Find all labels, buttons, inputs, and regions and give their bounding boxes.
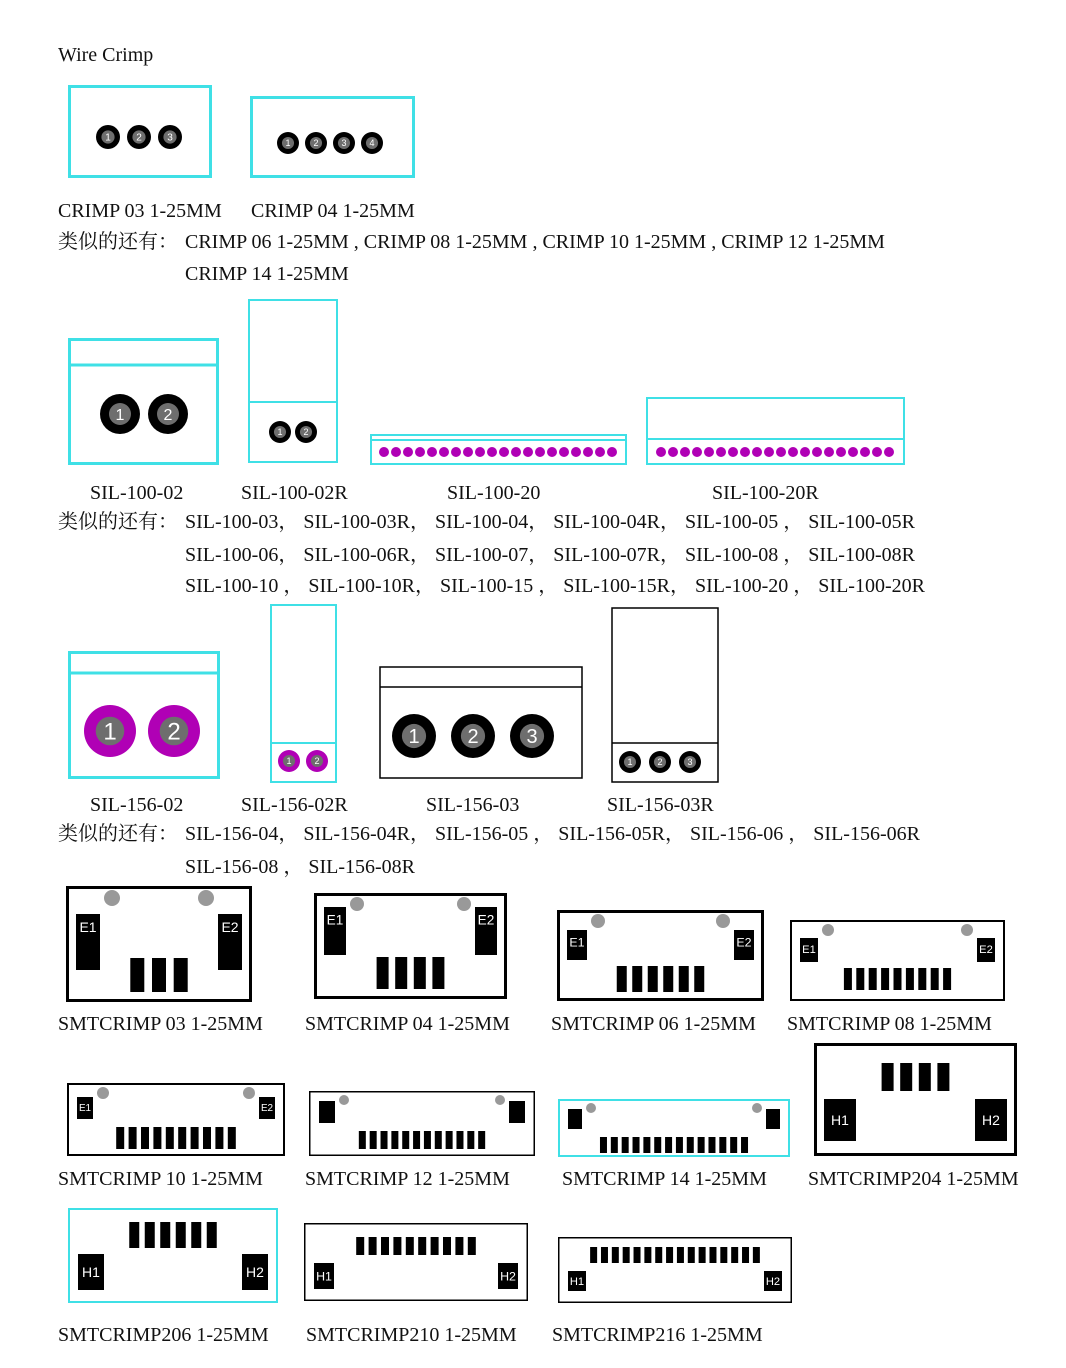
smt-signal-pad [432,957,444,989]
smt-label: SMTCRIMP 08 1-25MM [787,1013,992,1035]
pin-pad [884,447,894,457]
smt-signal-pad [900,1063,912,1091]
smt-side-pad [77,1097,93,1119]
smt-signal-pad [709,1247,716,1263]
smtcrimp-08-footprint [790,920,1005,1001]
svg-text:2: 2 [303,427,309,438]
pin-pad [96,125,120,149]
sil156-similar-line1: SIL-156-04， SIL-156-04R， SIL-156-05 ， SIL-156-05R， SIL-156-06 ， SIL-156-06R [185,823,920,845]
pin-pad [403,447,413,457]
mount-hole [457,897,471,911]
smt-signal-pad [654,1137,661,1153]
pin-pad [848,447,858,457]
pin-pad [788,447,798,457]
smt-signal-pad [687,1137,694,1153]
smt-signal-pad [632,966,642,992]
smtcrimp-14-footprint [558,1099,790,1157]
mount-hole [822,924,834,936]
smt-side-pad [977,938,995,962]
smt-signal-pad [203,1127,211,1149]
smt-side-pad [319,1101,335,1123]
sil100-similar-line3: SIL-100-10 ， SIL-100-10R， SIL-100-15 ， SIL-100-15R， SIL-100-20 ， SIL-100-20R [185,575,925,597]
sil156-label: SIL-156-03 [426,794,520,816]
svg-text:3: 3 [341,138,347,149]
smt-signal-pad [178,1127,186,1149]
smtcrimp-10-footprint [67,1083,285,1156]
pin-pad [392,714,436,758]
smt-signal-pad [600,1137,607,1153]
smt-signal-pad [856,968,864,990]
smt-signal-pad [402,1131,409,1149]
svg-text:1: 1 [277,427,283,438]
smt-signal-pad [698,1137,705,1153]
smt-signal-pad [424,1131,431,1149]
pin-pad [487,447,497,457]
pin-pad [148,705,200,757]
similar-prefix: 类似的还有： [58,231,178,253]
smt-side-pad [567,930,587,960]
smt-signal-pad [431,1237,439,1255]
pin-pad [278,750,300,772]
smt-signal-pad [844,968,852,990]
pin-pad [158,125,182,149]
smt-signal-pad [719,1137,726,1153]
pin-pad [391,447,401,457]
pin-pad [277,132,299,154]
smt-signal-pad [395,957,407,989]
svg-text:2: 2 [314,756,320,767]
smt-signal-pad [677,1247,684,1263]
pin-pad [716,447,726,457]
sil156-similar-line2: SIL-156-08 ， SIL-156-08R [185,856,415,878]
crimp-similar-line1: CRIMP 06 1-25MM , CRIMP 08 1-25MM , CRIMP 10 1-25MM , CRIMP 12 1-25MM [185,231,885,253]
pin-pad [656,447,666,457]
pin-pad [619,751,641,773]
smt-side-pad [242,1254,268,1290]
smt-signal-pad [919,1063,931,1091]
svg-text:E1: E1 [78,1102,92,1114]
pin-pad [836,447,846,457]
smt-signal-pad [381,1131,388,1149]
crimp-similar-line2: CRIMP 14 1-25MM [185,263,349,285]
smt-signal-pad [129,1222,139,1248]
svg-text:1: 1 [105,132,111,144]
smt-signal-pad [699,1247,706,1263]
smt-label: SMTCRIMP204 1-25MM [808,1168,1019,1190]
crimp-04-footprint [250,96,416,180]
smtcrimp-206-footprint [68,1208,278,1303]
smt-label: SMTCRIMP 04 1-25MM [305,1013,510,1035]
mount-hole [198,890,214,906]
pin-pad [692,447,702,457]
smt-signal-pad [381,1237,389,1255]
pin-pad [269,421,291,443]
svg-text:H1: H1 [831,1111,849,1128]
smt-signal-pad [708,1137,715,1153]
smt-side-pad [475,907,497,955]
smt-signal-pad [906,968,914,990]
pin-pad [427,447,437,457]
sil-156-02-footprint [68,651,221,780]
pin-pad [607,447,617,457]
svg-text:E2: E2 [260,1102,274,1114]
smt-label: SMTCRIMP206 1-25MM [58,1324,269,1346]
smt-signal-pad [633,1137,640,1153]
svg-text:3: 3 [167,132,173,144]
smt-signal-pad [446,1131,453,1149]
smt-signal-pad [174,958,188,992]
smt-signal-pad [215,1127,223,1149]
mount-hole [586,1103,596,1113]
smt-signal-pad [356,1237,364,1255]
smt-signal-pad [166,1127,174,1149]
smt-side-pad [324,907,346,955]
smt-signal-pad [153,1127,161,1149]
smtcrimp-204-footprint [814,1043,1017,1156]
smt-side-pad [259,1097,275,1119]
smtcrimp-216-footprint [558,1237,792,1303]
mount-hole [350,897,364,911]
svg-text:2: 2 [313,138,319,149]
sil100-similar-line1: SIL-100-03， SIL-100-03R， SIL-100-04， SIL-100-04R， SIL-100-05 ， SIL-100-05R [185,511,915,533]
smt-side-pad [975,1099,1007,1141]
smt-signal-pad [391,1131,398,1149]
smt-signal-pad [622,1137,629,1153]
pin-pad [728,447,738,457]
pin-pad [595,447,605,457]
smt-signal-pad [881,968,889,990]
smt-signal-pad [720,1247,727,1263]
pin-pad [752,447,762,457]
smt-signal-pad [160,1222,170,1248]
pin-pad [148,394,188,434]
smt-side-pad [498,1263,518,1289]
sil-156-03r-footprint [611,607,720,784]
smtcrimp-210-footprint [304,1223,528,1301]
crimp-label: CRIMP 04 1-25MM [251,200,415,222]
pin-pad [776,447,786,457]
svg-text:1: 1 [115,406,125,424]
pin-pad [463,447,473,457]
smt-signal-pad [467,1131,474,1149]
smt-signal-pad [918,968,926,990]
smt-signal-pad [435,1131,442,1149]
smt-signal-pad [894,968,902,990]
pin-pad [764,447,774,457]
pin-pad [451,447,461,457]
sil100-label: SIL-100-02R [241,482,348,504]
smt-side-pad [314,1263,334,1289]
smt-signal-pad [753,1247,760,1263]
smt-signal-pad [129,1127,137,1149]
svg-text:E2: E2 [979,944,993,957]
pin-pad [84,705,136,757]
sil-156-03-footprint [379,666,584,780]
pin-pad [451,714,495,758]
smt-signal-pad [456,1131,463,1149]
svg-text:4: 4 [369,138,375,149]
similar-prefix: 类似的还有： [58,823,178,845]
smt-label: SMTCRIMP210 1-25MM [306,1324,517,1346]
svg-text:H2: H2 [246,1263,264,1280]
smt-signal-pad [418,1237,426,1255]
svg-text:1: 1 [103,718,117,746]
pin-pad [439,447,449,457]
smt-signal-pad [130,958,144,992]
svg-text:1: 1 [286,756,292,767]
svg-text:H1: H1 [82,1263,100,1280]
pin-pad [361,132,383,154]
sil-100-02r-footprint [248,299,340,465]
sil100-similar-line2: SIL-100-06， SIL-100-06R， SIL-100-07， SIL-100-07R， SIL-100-08 ， SIL-100-08R [185,544,915,566]
pin-pad [872,447,882,457]
pin-pad [475,447,485,457]
mount-hole [591,914,605,928]
smt-side-pad [78,1254,104,1290]
smt-signal-pad [359,1131,366,1149]
pin-pad [559,447,569,457]
smt-signal-pad [393,1237,401,1255]
smt-signal-pad [370,1131,377,1149]
pin-pad [100,394,140,434]
pin-pad [415,447,425,457]
crimp-label: CRIMP 03 1-25MM [58,200,222,222]
smt-side-pad [766,1109,780,1129]
smt-signal-pad [648,966,658,992]
pin-pad [679,751,701,773]
smt-signal-pad [478,1131,485,1149]
pin-pad [812,447,822,457]
sil100-label: SIL-100-20 [447,482,541,504]
smt-signal-pad [643,1137,650,1153]
smt-signal-pad [666,1247,673,1263]
smt-signal-pad [634,1247,641,1263]
smt-side-pad [76,914,100,970]
svg-text:2: 2 [467,726,479,749]
smt-side-pad [568,1109,582,1129]
mount-hole [716,914,730,928]
smt-signal-pad [623,1247,630,1263]
sil-100-02-footprint [68,338,220,466]
pin-pad [523,447,533,457]
sil100-label: SIL-100-02 [90,482,184,504]
smt-signal-pad [377,957,389,989]
smt-signal-pad [655,1247,662,1263]
smt-side-pad [800,938,818,962]
svg-text:H2: H2 [982,1111,1000,1128]
smt-signal-pad [688,1247,695,1263]
pin-pad [306,750,328,772]
smt-signal-pad [176,1222,186,1248]
smtcrimp-12-footprint [309,1091,535,1156]
smt-signal-pad [207,1222,217,1248]
smtcrimp-04-footprint [314,893,507,999]
smt-signal-pad [414,957,426,989]
smt-signal-pad [141,1127,149,1149]
sil156-label: SIL-156-03R [607,794,714,816]
smt-side-pad [218,914,242,970]
smt-label: SMTCRIMP 06 1-25MM [551,1013,756,1035]
sil100-label: SIL-100-20R [712,482,819,504]
svg-text:H2: H2 [765,1275,781,1288]
smt-signal-pad [406,1237,414,1255]
smt-signal-pad [191,1222,201,1248]
svg-text:E1: E1 [326,912,344,928]
svg-text:E1: E1 [569,935,585,950]
smt-signal-pad [663,966,673,992]
smtcrimp-06-footprint [557,910,764,1001]
pin-pad [379,447,389,457]
sil-100-20r-footprint [646,397,906,466]
mount-hole [243,1087,255,1099]
svg-text:2: 2 [136,132,142,144]
svg-text:E2: E2 [221,919,239,935]
smt-signal-pad [741,1137,748,1153]
pin-pad [511,447,521,457]
smt-signal-pad [730,1137,737,1153]
pin-pad [704,447,714,457]
pin-pad [127,125,151,149]
svg-text:H2: H2 [500,1269,516,1284]
smt-signal-pad [869,968,877,990]
pin-pad [680,447,690,457]
smt-signal-pad [943,968,951,990]
smt-side-pad [764,1271,782,1291]
pin-pad [800,447,810,457]
smt-signal-pad [882,1063,894,1091]
smt-signal-pad [152,958,166,992]
smt-label: SMTCRIMP 03 1-25MM [58,1013,263,1035]
smt-signal-pad [116,1127,124,1149]
smt-signal-pad [644,1247,651,1263]
smt-signal-pad [590,1247,597,1263]
smt-signal-pad [676,1137,683,1153]
mount-hole [495,1095,505,1105]
smt-label: SMTCRIMP 12 1-25MM [305,1168,510,1190]
svg-text:2: 2 [167,718,181,746]
svg-text:3: 3 [526,726,538,749]
smt-signal-pad [731,1247,738,1263]
smt-signal-pad [742,1247,749,1263]
smt-signal-pad [443,1237,451,1255]
smt-signal-pad [145,1222,155,1248]
smt-label: SMTCRIMP 14 1-25MM [562,1168,767,1190]
svg-text:1: 1 [285,138,291,149]
pin-pad [499,447,509,457]
svg-text:1: 1 [627,757,633,768]
mount-hole [961,924,973,936]
svg-text:E2: E2 [477,912,495,928]
svg-text:1: 1 [408,726,420,749]
smt-side-pad [824,1099,856,1141]
smt-signal-pad [228,1127,236,1149]
svg-text:3: 3 [687,757,693,768]
svg-text:H1: H1 [316,1269,332,1284]
pin-pad [740,447,750,457]
smt-signal-pad [601,1247,608,1263]
smtcrimp-03-footprint [66,886,252,1002]
svg-text:2: 2 [657,757,663,768]
svg-text:E1: E1 [802,944,816,957]
smt-signal-pad [191,1127,199,1149]
mount-hole [104,890,120,906]
smt-side-pad [734,930,754,960]
smt-signal-pad [617,966,627,992]
similar-prefix: 类似的还有： [58,511,178,533]
mount-hole [339,1095,349,1105]
smt-signal-pad [679,966,689,992]
smt-label: SMTCRIMP 10 1-25MM [58,1168,263,1190]
smt-signal-pad [665,1137,672,1153]
pin-pad [535,447,545,457]
pin-pad [649,751,671,773]
smt-signal-pad [468,1237,476,1255]
pin-pad [571,447,581,457]
pin-pad [510,714,554,758]
sil156-label: SIL-156-02R [241,794,348,816]
pin-pad [583,447,593,457]
svg-text:E2: E2 [736,935,752,950]
smt-side-pad [509,1101,525,1123]
page-title: Wire Crimp [58,44,154,66]
crimp-03-footprint [68,85,214,180]
smt-label: SMTCRIMP216 1-25MM [552,1324,763,1346]
smt-signal-pad [937,1063,949,1091]
pin-pad [824,447,834,457]
sil-156-02r-footprint [270,604,338,784]
pin-pad [333,132,355,154]
sil156-label: SIL-156-02 [90,794,184,816]
sil-100-20-footprint [370,434,628,466]
smt-signal-pad [611,1137,618,1153]
mount-hole [97,1087,109,1099]
pin-pad [860,447,870,457]
smt-signal-pad [369,1237,377,1255]
smt-signal-pad [931,968,939,990]
pin-pad [305,132,327,154]
svg-text:E1: E1 [79,919,97,935]
pin-pad [668,447,678,457]
smt-signal-pad [612,1247,619,1263]
svg-text:2: 2 [163,406,173,424]
svg-text:H1: H1 [569,1275,585,1288]
smt-signal-pad [455,1237,463,1255]
mount-hole [752,1103,762,1113]
smt-side-pad [568,1271,586,1291]
pin-pad [295,421,317,443]
pin-pad [547,447,557,457]
smt-signal-pad [413,1131,420,1149]
smt-signal-pad [694,966,704,992]
